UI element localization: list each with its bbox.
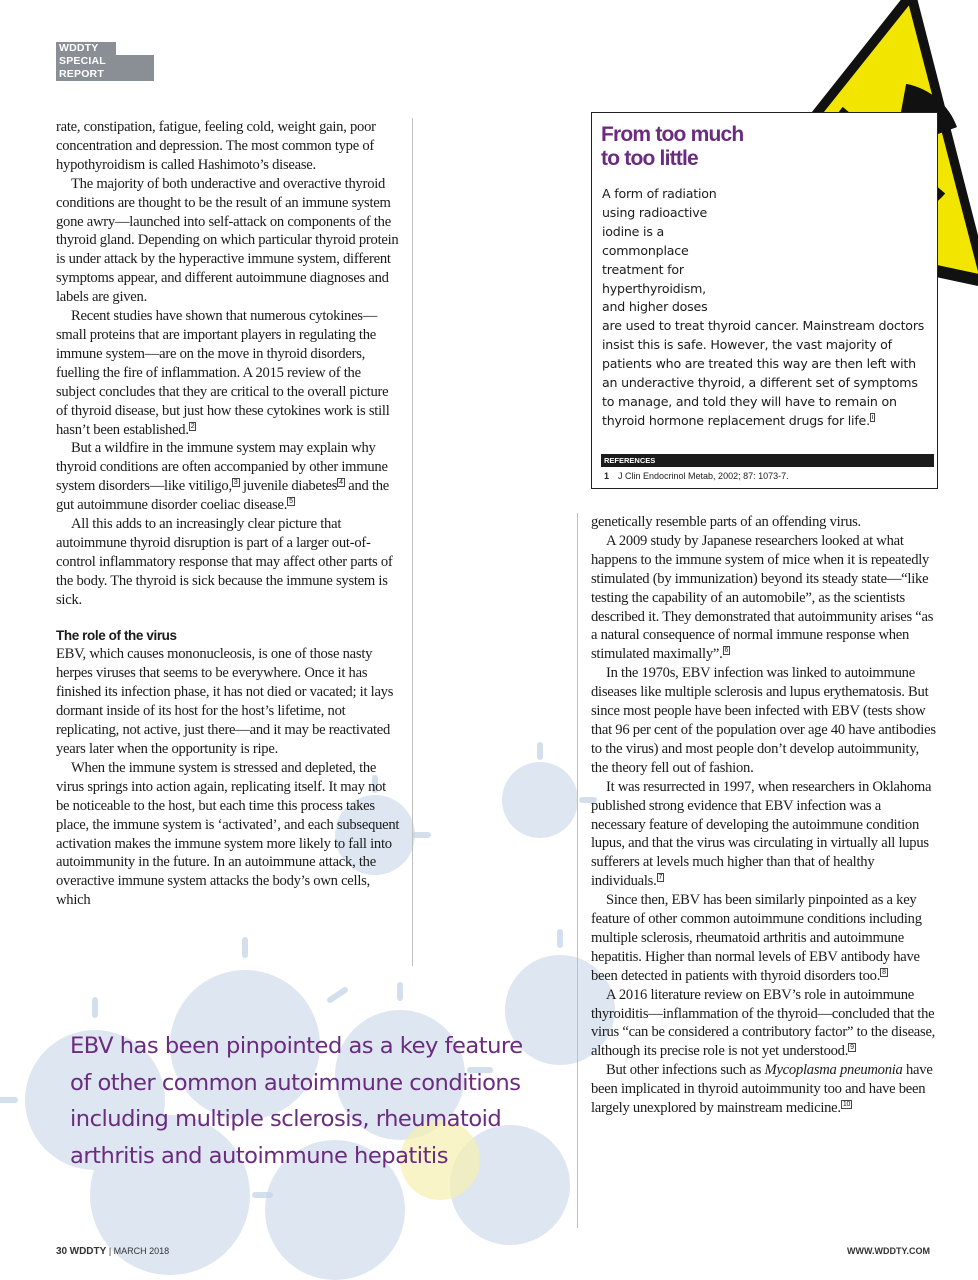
reference-item — [604, 471, 789, 481]
reference-marker: 3 — [233, 479, 238, 487]
sidebar-box — [591, 112, 938, 489]
left-column — [56, 118, 402, 910]
reference-marker: 4 — [339, 479, 343, 487]
pull-quote: EBV has been pinpointed as a key feature of other common autoimmune conditions including multiple sclerosis, rheumatoid arthritis and autoimmune hepatitis — [70, 1033, 523, 1169]
paragraph: rate, constipation, fatigue, feeling cold, weight gain, poor concentration and depression. The most common type of hypothyroidism is called Hashimoto’s disease. — [56, 119, 376, 173]
sidebar-line: iodine is a — [602, 223, 665, 239]
column-divider — [412, 118, 413, 966]
paragraph-text: Since then, EBV has been similarly pinpointed as a key feature of other common autoimmune conditions including multiple sclerosis, rheumatoid arthritis and autoimmune hepatitis. Higher than normal levels of EBV antibody have been detected in patients with thyroid disorders too. — [591, 892, 922, 984]
paragraph — [56, 439, 402, 515]
references-label: REFERENCES — [601, 454, 934, 467]
paragraph-text: and the gut autoimmune disorder coeliac disease. — [56, 478, 390, 514]
website-url: WWW.WDDTY.COM — [847, 1246, 930, 1256]
reference-marker: 10 — [842, 1101, 851, 1109]
page-number: 30 — [56, 1246, 68, 1257]
right-column — [591, 513, 937, 1118]
virus-icon — [502, 762, 578, 838]
sidebar-line: treatment for — [602, 261, 684, 277]
paragraph — [56, 307, 402, 439]
paragraph-text: A 2009 study by Japanese researchers looked at what happens to the immune system of mice when it is repeatedly stimulated (by immunization) beyond its steady state—“like testing the capability of an automobile”, as the scientists described it. They demonstrated that autoimmunity arises “as a natural consequence of normal immune response when stimulated maximally”. — [591, 532, 934, 663]
reference-number: 1 — [604, 471, 610, 481]
paragraph: In the 1970s, EBV infection was linked to autoimmune diseases like multiple sclerosis and lupus erythematosis. But since most people have been infected with EBV (tests show that 96 per cent of the population over age 40 have antibodies to the virus) and most people don’t develop autoimmunity, the theory fell out of fashion. — [591, 665, 936, 776]
sidebar-title — [601, 123, 743, 171]
paragraph: The majority of both underactive and overactive thyroid conditions are thought to be the result of an immune system gone awry—launched into self-attack on components of the thyroid gland. Depending on which particular thyroid protein is under attack by the hyperactive immune system, different symptoms appear, and different autoimmune diagnoses and labels are given. — [56, 175, 399, 306]
paragraph-text: But a wildfire in the immune system may explain why thyroid conditions are often accompanied by other immune system disorders—like vitiligo, — [56, 440, 388, 495]
paragraph-text: Recent studies have shown that numerous cytokines—small proteins that are important players in regulating the immune system—are on the move in thyroid disorders, fuelling the fire of inflammation. A 2015 review of the subject concludes that they are critical to the overall picture of thyroid disease, but just how these cytokines work is still hasn’t been established. — [56, 308, 390, 438]
paragraph-text: It was resurrected in 1997, when researchers in Oklahoma published strong evidence that EBV infection was a necessary feature of developing the autoimmune condition lupus, and that the virus was circulating in virtually all lupus sufferers at levels much higher than that of healthy individuals. — [591, 778, 932, 890]
brand-tag: WDDTY — [56, 42, 116, 55]
reference-text: J Clin Endocrinol Metab, 2002; 87: 1073-7. — [618, 471, 789, 481]
sidebar-line: A form of radiation — [602, 186, 717, 201]
footer-brand: WDDTY — [69, 1246, 107, 1257]
paragraph-text: juvenile diabetes — [239, 478, 338, 495]
reference-marker: i — [871, 413, 874, 421]
column-divider — [577, 513, 578, 1228]
sidebar-body-rest: are used to treat thyroid cancer. Mainstream doctors insist this is safe. However, the vast majority of patients who are treated this way are then left with an underactive thyroid, a different set of symptoms to manage, and told they will have to remain on thyroid hormone replacement drugs for life. — [602, 318, 925, 428]
paragraph: All this adds to an increasingly clear picture that autoimmune thyroid disruption is part of a larger out-of-control inflammatory response that may affect other parts of the body. The thyroid is sick because the immune system is sick. — [56, 516, 393, 608]
paragraph — [591, 1061, 937, 1118]
page-footer-left — [56, 1246, 169, 1257]
paragraph — [591, 891, 937, 986]
sidebar-line: hyperthyroidism, — [602, 280, 706, 296]
paragraph-text: A 2016 literature review on EBV’s role in autoimmune thyroiditis—inflammation of the thyroid—concluded that the virus “can be considered a contributory factor” to the disease, although its precise role is not yet understood. — [591, 986, 936, 1060]
sidebar-line: commonplace — [602, 242, 689, 258]
reference-marker: 5 — [289, 498, 293, 506]
reference-marker: 7 — [658, 874, 663, 882]
paragraph: When the immune system is stressed and depleted, the virus springs into action again, replicating itself. It may not be noticeable to the host, but each time this process takes place, the immune system is ‘activated’, and each subsequent activation makes the immune system more likely to fall into autoimmunity in the future. In an autoimmune attack, the overactive immune system attacks the body’s own cells, which — [56, 759, 400, 909]
section-tag — [56, 42, 154, 81]
issue-date: | MARCH 2018 — [108, 1246, 170, 1256]
reference-marker: 8 — [882, 968, 886, 976]
sidebar-line: using radioactive — [602, 204, 707, 220]
sidebar-line: and higher doses — [602, 299, 708, 315]
sidebar-body — [602, 185, 932, 431]
paragraph — [591, 532, 937, 664]
paragraph: EBV, which causes mononucleosis, is one of those nasty herpes viruses that seems to be everywhere. Once it has finished its infection phase, it has not died or vacated; it lays dormant inside of its host for the host’s lifetime, not replicating, not active, just there—and it may be reactivated years later when the opportunity is ripe. — [56, 646, 394, 757]
paragraph-text: have been implicated in thyroid autoimmunity too and have been largely unexplored by mainstream medicine. — [591, 1062, 933, 1117]
sidebar-title-line2: to too little — [601, 147, 698, 170]
paragraph: genetically resemble parts of an offending virus. — [591, 514, 861, 530]
paragraph — [591, 986, 937, 1062]
reference-marker: 9 — [850, 1044, 854, 1052]
paragraph — [591, 778, 937, 891]
special-report-tag: SPECIAL REPORT — [56, 55, 154, 81]
italic-term: Mycoplasma pneumonia — [764, 1062, 903, 1079]
paragraph-text: But other infections such as — [606, 1062, 765, 1079]
section-subhead: The role of the virus — [56, 627, 177, 643]
sidebar-title-line1: From too much — [601, 123, 744, 146]
reference-marker: 6 — [724, 647, 729, 655]
reference-marker: 2 — [190, 422, 195, 430]
